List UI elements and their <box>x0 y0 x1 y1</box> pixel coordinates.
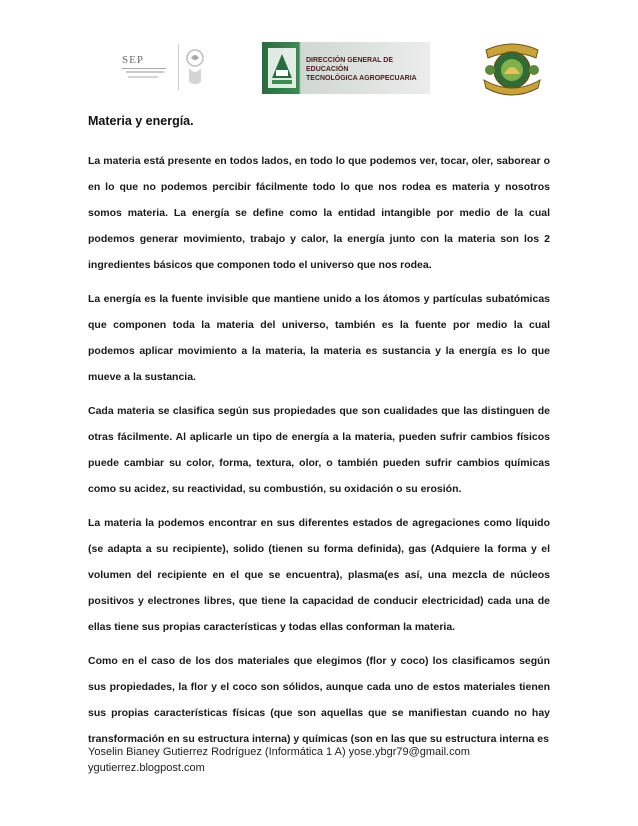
dgeta-title-line: DIRECCIÓN GENERAL DE EDUCACIÓN <box>306 57 393 73</box>
cbta-emblem-icon <box>478 40 546 98</box>
dgeta-emblem-icon <box>268 48 296 88</box>
body-paragraph: Cada materia se clasifica según sus propiedades que son cualidades que las distinguen de otras fácilmente. Al aplicarle un tipo de energía a la materia, pueden sufrir cambios físicos puede cambiar su color, forma, textura, olor, o también pueden sufrir cambios químicas como su acidez, su reactividad, su combustión, su oxidación o su erosión. <box>88 405 550 495</box>
body-paragraph: La energía es la fuente invisible que mantiene unido a los átomos y partículas subatómicas que componen toda la materia del universo, también es la fuente por medio la cual podemos aplicar movimiento a la materia, la materia es sustancia y la energía es lo que mueve a la sustancia. <box>88 293 550 383</box>
document-body <box>88 148 550 760</box>
sep-subtitle-bar <box>128 76 158 78</box>
sep-divider <box>178 44 179 90</box>
body-paragraph: Como en el caso de los dos materiales que elegimos (flor y coco) los clasificamos según sus propiedades, la flor y el coco son sólidos, aunque cada uno de estos materiales tienen sus propias características físicas (que son aquellas que se manifiestan cuando no hay transformación en su estructura interna) y químicas (son en las que su estructura interna es <box>88 655 550 745</box>
sep-subtitle-bar <box>126 71 164 73</box>
sep-logo <box>116 44 208 90</box>
document-header <box>0 0 638 112</box>
footer-author-line: Yoselin Bianey Gutierrez Rodríguez (Informática 1 A) yose.ybgr79@gmail.com <box>88 746 470 758</box>
body-paragraph: La materia está presente en todos lados, en todo lo que podemos ver, tocar, oler, saborear o en lo que no podemos percibir fácilmente todo lo que nos rodea es materia y nosotros somos materia. La energía se define como la entidad intangible por medio de la cual podemos generar movimiento, trabajo y calor, la energía junto con la materia son los 2 ingredientes básicos que componen todo el universo que nos rodea. <box>88 155 550 271</box>
dgeta-title <box>306 56 428 83</box>
footer-blog-line: ygutierrez.blogpost.com <box>88 762 205 774</box>
mexico-eagle-seal-icon <box>182 46 208 88</box>
document-footer <box>88 744 470 776</box>
body-paragraph: La materia la podemos encontrar en sus diferentes estados de agregaciones como líquido (se adapta a su recipiente), solido (tienen su forma definida), gas (Adquiere la forma y el volumen del recipiente en el que se encuentra), plasma(es así, una mezcla de núcleos positivos y electrones libres, que tiene la capacidad de conducir electricidad) cada una de ellas tiene sus propias características y todas ellas conforman la materia. <box>88 517 550 633</box>
dgeta-title-line: TECNOLÓGICA AGROPECUARIA <box>306 75 417 82</box>
sep-rule <box>122 68 166 69</box>
sep-logo-text: SEP <box>122 54 144 66</box>
dgeta-logo <box>262 42 430 94</box>
sep-wordmark <box>116 50 174 84</box>
document-title: Materia y energía. <box>88 114 194 128</box>
